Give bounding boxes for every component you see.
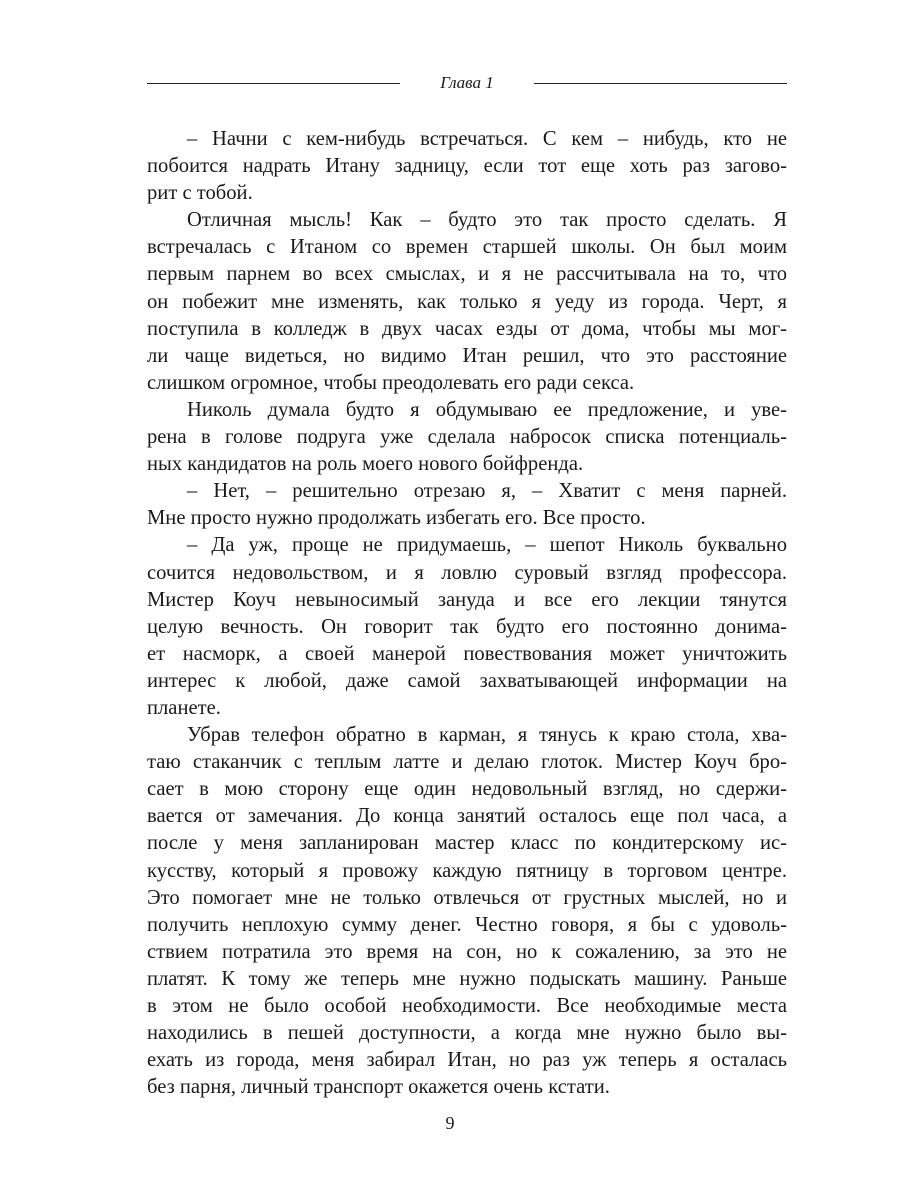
text-line: ли чаще видеться, но видимо Итан решил, что это расстояние (147, 344, 787, 367)
text-line: рит с тобой. (147, 182, 253, 205)
text-line: таю стаканчик с теплым латте и делаю глоток. Мистер Коуч бро- (147, 751, 787, 774)
text-line: рена в голове подруга уже сделала набросок списка потенциаль- (147, 426, 787, 449)
text-line: планете. (147, 696, 221, 719)
text-line: после у меня запланирован мастер класс по кондитерскому ис- (147, 832, 787, 855)
text-line: без парня, личный транспорт окажется очень кстати. (147, 1076, 610, 1099)
text-line: в этом не было особой необходимости. Все необходимые места (147, 995, 787, 1017)
body-text (147, 126, 787, 1101)
chapter-title: Глава 1 (440, 73, 494, 92)
text-line: – Да уж, проще не придумаешь, – шепот Николь буквально (187, 534, 787, 557)
text-line: целую вечность. Он говорит так будто его постоянно донима- (147, 615, 787, 638)
text-line: поступила в колледж в двух часах езды от дома, чтобы мы мог- (147, 317, 787, 340)
text-line: Николь думала будто я обдумываю ее предложение, и уве- (187, 398, 787, 421)
text-line: Мне просто нужно продолжать избегать его. Все просто. (147, 507, 646, 530)
text-line: ных кандидатов на роль моего нового бойфренда. (147, 453, 584, 476)
text-line: Отличная мысль! Как – будто это так просто сделать. Я (187, 209, 787, 232)
text-line: Это помогает мне не только отвлечься от грустных мыслей, но и (147, 886, 787, 909)
text-line: вается от замечания. До конца занятий осталось еще пол часа, а (147, 805, 787, 828)
header-rule-right (534, 83, 787, 84)
text-line: кусству, который я провожу каждую пятницу в торговом центре. (147, 859, 787, 882)
running-header (147, 72, 787, 94)
text-line: ехать из города, меня забирал Итан, но раз уж теперь я осталась (147, 1049, 787, 1072)
header-rule-left (147, 83, 400, 84)
page-number: 9 (445, 1113, 455, 1133)
text-line: побоится надрать Итану задницу, если тот еще хоть раз загово- (147, 155, 787, 178)
text-line: – Нет, – решительно отрезаю я, – Хватит с меня парней. (187, 480, 787, 503)
text-line: ствием потратила это время на сон, но к сожалению, за это не (147, 940, 787, 963)
text-line: сочится недовольством, и я ловлю суровый взгляд профессора. (147, 561, 787, 584)
text-line: интерес к любой, даже самой захватывающей информации на (147, 669, 787, 692)
text-line: получить неплохую сумму денег. Честно говоря, я бы с удоволь- (147, 913, 787, 936)
text-line: находились в пешей доступности, а когда мне нужно было вы- (147, 1022, 787, 1045)
text-line: сает в мою сторону еще один недовольный взгляд, но сдержи- (147, 778, 787, 801)
text-line: первым парнем во всех смыслах, и я не рассчитывала на то, что (147, 263, 787, 286)
text-line: встречалась с Итаном со времен старшей школы. Он был моим (147, 236, 787, 259)
text-line: платят. К тому же теперь мне нужно подыскать машину. Раньше (147, 967, 787, 990)
text-line: Мистер Коуч невыносимый зануда и все его лекции тянутся (147, 588, 787, 611)
text-line: он побежит мне изменять, как только я уеду из города. Черт, я (147, 290, 787, 313)
text-line: ет насморк, а своей манерой повествования может уничтожить (147, 642, 787, 665)
text-line: слишком огромное, чтобы преодолевать его ради секса. (147, 371, 635, 394)
text-line: Убрав телефон обратно в карман, я тянусь к краю стола, хва- (187, 724, 787, 747)
text-line: – Начни с кем-нибудь встречаться. С кем – нибудь, кто не (187, 128, 787, 150)
